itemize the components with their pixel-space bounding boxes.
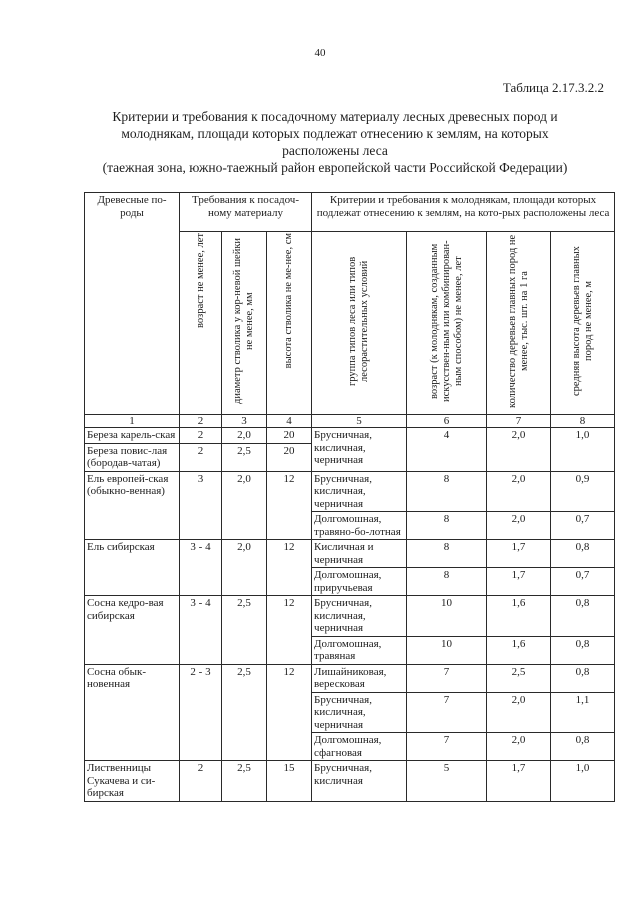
- tree-count-cell: 2,5: [487, 664, 551, 692]
- height-cell: 12: [267, 596, 312, 665]
- table-title: [70, 108, 600, 176]
- tree-count-cell: 2,0: [487, 733, 551, 761]
- height-cell: 12: [267, 471, 312, 540]
- header-tree-count: количество деревьев главных пород не менее, тыс. шт. на 1 га: [487, 232, 551, 415]
- diameter-cell: 2,5: [222, 664, 267, 761]
- page-number: 40: [314, 47, 326, 59]
- avg-height-cell: 0,8: [551, 540, 615, 568]
- diameter-cell: 2,5: [222, 761, 267, 802]
- height-cell: 20: [267, 428, 312, 444]
- header-planting-material: Требования к посадоч-ному материалу: [180, 193, 312, 232]
- forest-type-cell: Кисличная и черничная: [312, 540, 407, 568]
- forest-type-cell: Долгомошная, сфагновая: [312, 733, 407, 761]
- table-row: [85, 471, 615, 512]
- age-cell: 2: [180, 428, 222, 444]
- age-cell: 2 - 3: [180, 664, 222, 761]
- species-cell: Сосна обык-новенная: [85, 664, 180, 761]
- tree-count-cell: 1,7: [487, 540, 551, 568]
- species-cell: Лиственницы Сукачева и си-бирская: [85, 761, 180, 802]
- avg-height-cell: 0,8: [551, 664, 615, 692]
- young-age-cell: 8: [407, 512, 487, 540]
- header-young-age: возраст (к молоднякам, созданным искусствен-ным или комбинирован-ным способом) не менее, лет: [407, 232, 487, 415]
- forest-type-cell: Долгомошная, травяная: [312, 636, 407, 664]
- young-age-cell: 4: [407, 428, 487, 472]
- table-id: Таблица 2.17.3.2.2: [502, 80, 604, 95]
- height-cell: 20: [267, 443, 312, 471]
- column-number: 3: [222, 415, 267, 428]
- tree-count-cell: 1,7: [487, 761, 551, 802]
- young-age-cell: 7: [407, 692, 487, 733]
- column-number: 5: [312, 415, 407, 428]
- header-height: высота стволика не ме-нее, см: [267, 232, 312, 415]
- title-line: Критерии и требования к посадочному материалу лесных древесных пород и: [112, 109, 558, 124]
- young-age-cell: 8: [407, 471, 487, 512]
- table-row: [85, 664, 615, 692]
- column-number: 8: [551, 415, 615, 428]
- table-row: [85, 596, 615, 637]
- diameter-cell: 2,0: [222, 540, 267, 596]
- age-cell: 3: [180, 471, 222, 540]
- tree-count-cell: 1,6: [487, 596, 551, 637]
- column-number: 1: [85, 415, 180, 428]
- diameter-cell: 2,0: [222, 428, 267, 444]
- species-cell: Береза повис-лая (бородав-чатая): [85, 443, 180, 471]
- tree-count-cell: 2,0: [487, 692, 551, 733]
- young-age-cell: 10: [407, 636, 487, 664]
- tree-count-cell: 2,0: [487, 471, 551, 512]
- avg-height-cell: 1,0: [551, 428, 615, 472]
- age-cell: 2: [180, 443, 222, 471]
- header-age: возраст не менее, лет: [180, 232, 222, 415]
- forest-type-cell: Брусничная, кисличная: [312, 761, 407, 802]
- age-cell: 2: [180, 761, 222, 802]
- avg-height-cell: 1,0: [551, 761, 615, 802]
- species-cell: Ель европей-ская (обыкно-венная): [85, 471, 180, 540]
- forest-type-cell: Долгомошная, травяно-бо-лотная: [312, 512, 407, 540]
- header-diameter: диаметр стволика у кор-невой шейки не менее, мм: [222, 232, 267, 415]
- height-cell: 12: [267, 664, 312, 761]
- column-number: 6: [407, 415, 487, 428]
- young-age-cell: 7: [407, 664, 487, 692]
- diameter-cell: 2,5: [222, 596, 267, 665]
- forest-type-cell: Брусничная, кисличная, черничная: [312, 428, 407, 472]
- avg-height-cell: 0,9: [551, 471, 615, 512]
- species-cell: Сосна кедро-вая сибирская: [85, 596, 180, 665]
- table-row: [85, 761, 615, 802]
- avg-height-cell: 0,7: [551, 568, 615, 596]
- avg-height-cell: 1,1: [551, 692, 615, 733]
- avg-height-cell: 0,8: [551, 596, 615, 637]
- tree-count-cell: 1,6: [487, 636, 551, 664]
- species-cell: Береза карель-ская: [85, 428, 180, 444]
- species-cell: Ель сибирская: [85, 540, 180, 596]
- forest-type-cell: Долгомошная, приручьевая: [312, 568, 407, 596]
- young-age-cell: 10: [407, 596, 487, 637]
- column-number: 2: [180, 415, 222, 428]
- avg-height-cell: 0,8: [551, 733, 615, 761]
- forest-type-cell: Брусничная, кисличная, черничная: [312, 471, 407, 512]
- diameter-cell: 2,5: [222, 443, 267, 471]
- criteria-table: [84, 192, 615, 802]
- title-line: расположены леса: [282, 143, 388, 158]
- age-cell: 3 - 4: [180, 540, 222, 596]
- header-forest-type: группа типов леса или типов лесорастительных условий: [312, 232, 407, 415]
- forest-type-cell: Брусничная, кисличная, черничная: [312, 596, 407, 637]
- column-number: 4: [267, 415, 312, 428]
- young-age-cell: 8: [407, 568, 487, 596]
- title-line: молоднякам, площади которых подлежат отнесению к землям, на которых: [121, 126, 549, 141]
- column-numbers-row: [85, 415, 615, 428]
- young-age-cell: 8: [407, 540, 487, 568]
- diameter-cell: 2,0: [222, 471, 267, 540]
- title-line: (таежная зона, южно-таежный район европейской части Российской Федерации): [102, 160, 568, 175]
- height-cell: 15: [267, 761, 312, 802]
- table-row: [85, 540, 615, 568]
- header-avg-height: средняя высота деревьев главных пород не менее, м: [551, 232, 615, 415]
- height-cell: 12: [267, 540, 312, 596]
- tree-count-cell: 2,0: [487, 428, 551, 472]
- forest-type-cell: Лишайниковая, вересковая: [312, 664, 407, 692]
- age-cell: 3 - 4: [180, 596, 222, 665]
- table-row: [85, 428, 615, 444]
- column-number: 7: [487, 415, 551, 428]
- young-age-cell: 5: [407, 761, 487, 802]
- header-young-stands: Критерии и требования к молоднякам, площади которых подлежат отнесению к землям, на кото-рых расположены леса: [312, 193, 615, 232]
- avg-height-cell: 0,8: [551, 636, 615, 664]
- header-species: Древесные по-роды: [85, 193, 180, 415]
- avg-height-cell: 0,7: [551, 512, 615, 540]
- tree-count-cell: 1,7: [487, 568, 551, 596]
- young-age-cell: 7: [407, 733, 487, 761]
- forest-type-cell: Брусничная, кисличная, черничная: [312, 692, 407, 733]
- tree-count-cell: 2,0: [487, 512, 551, 540]
